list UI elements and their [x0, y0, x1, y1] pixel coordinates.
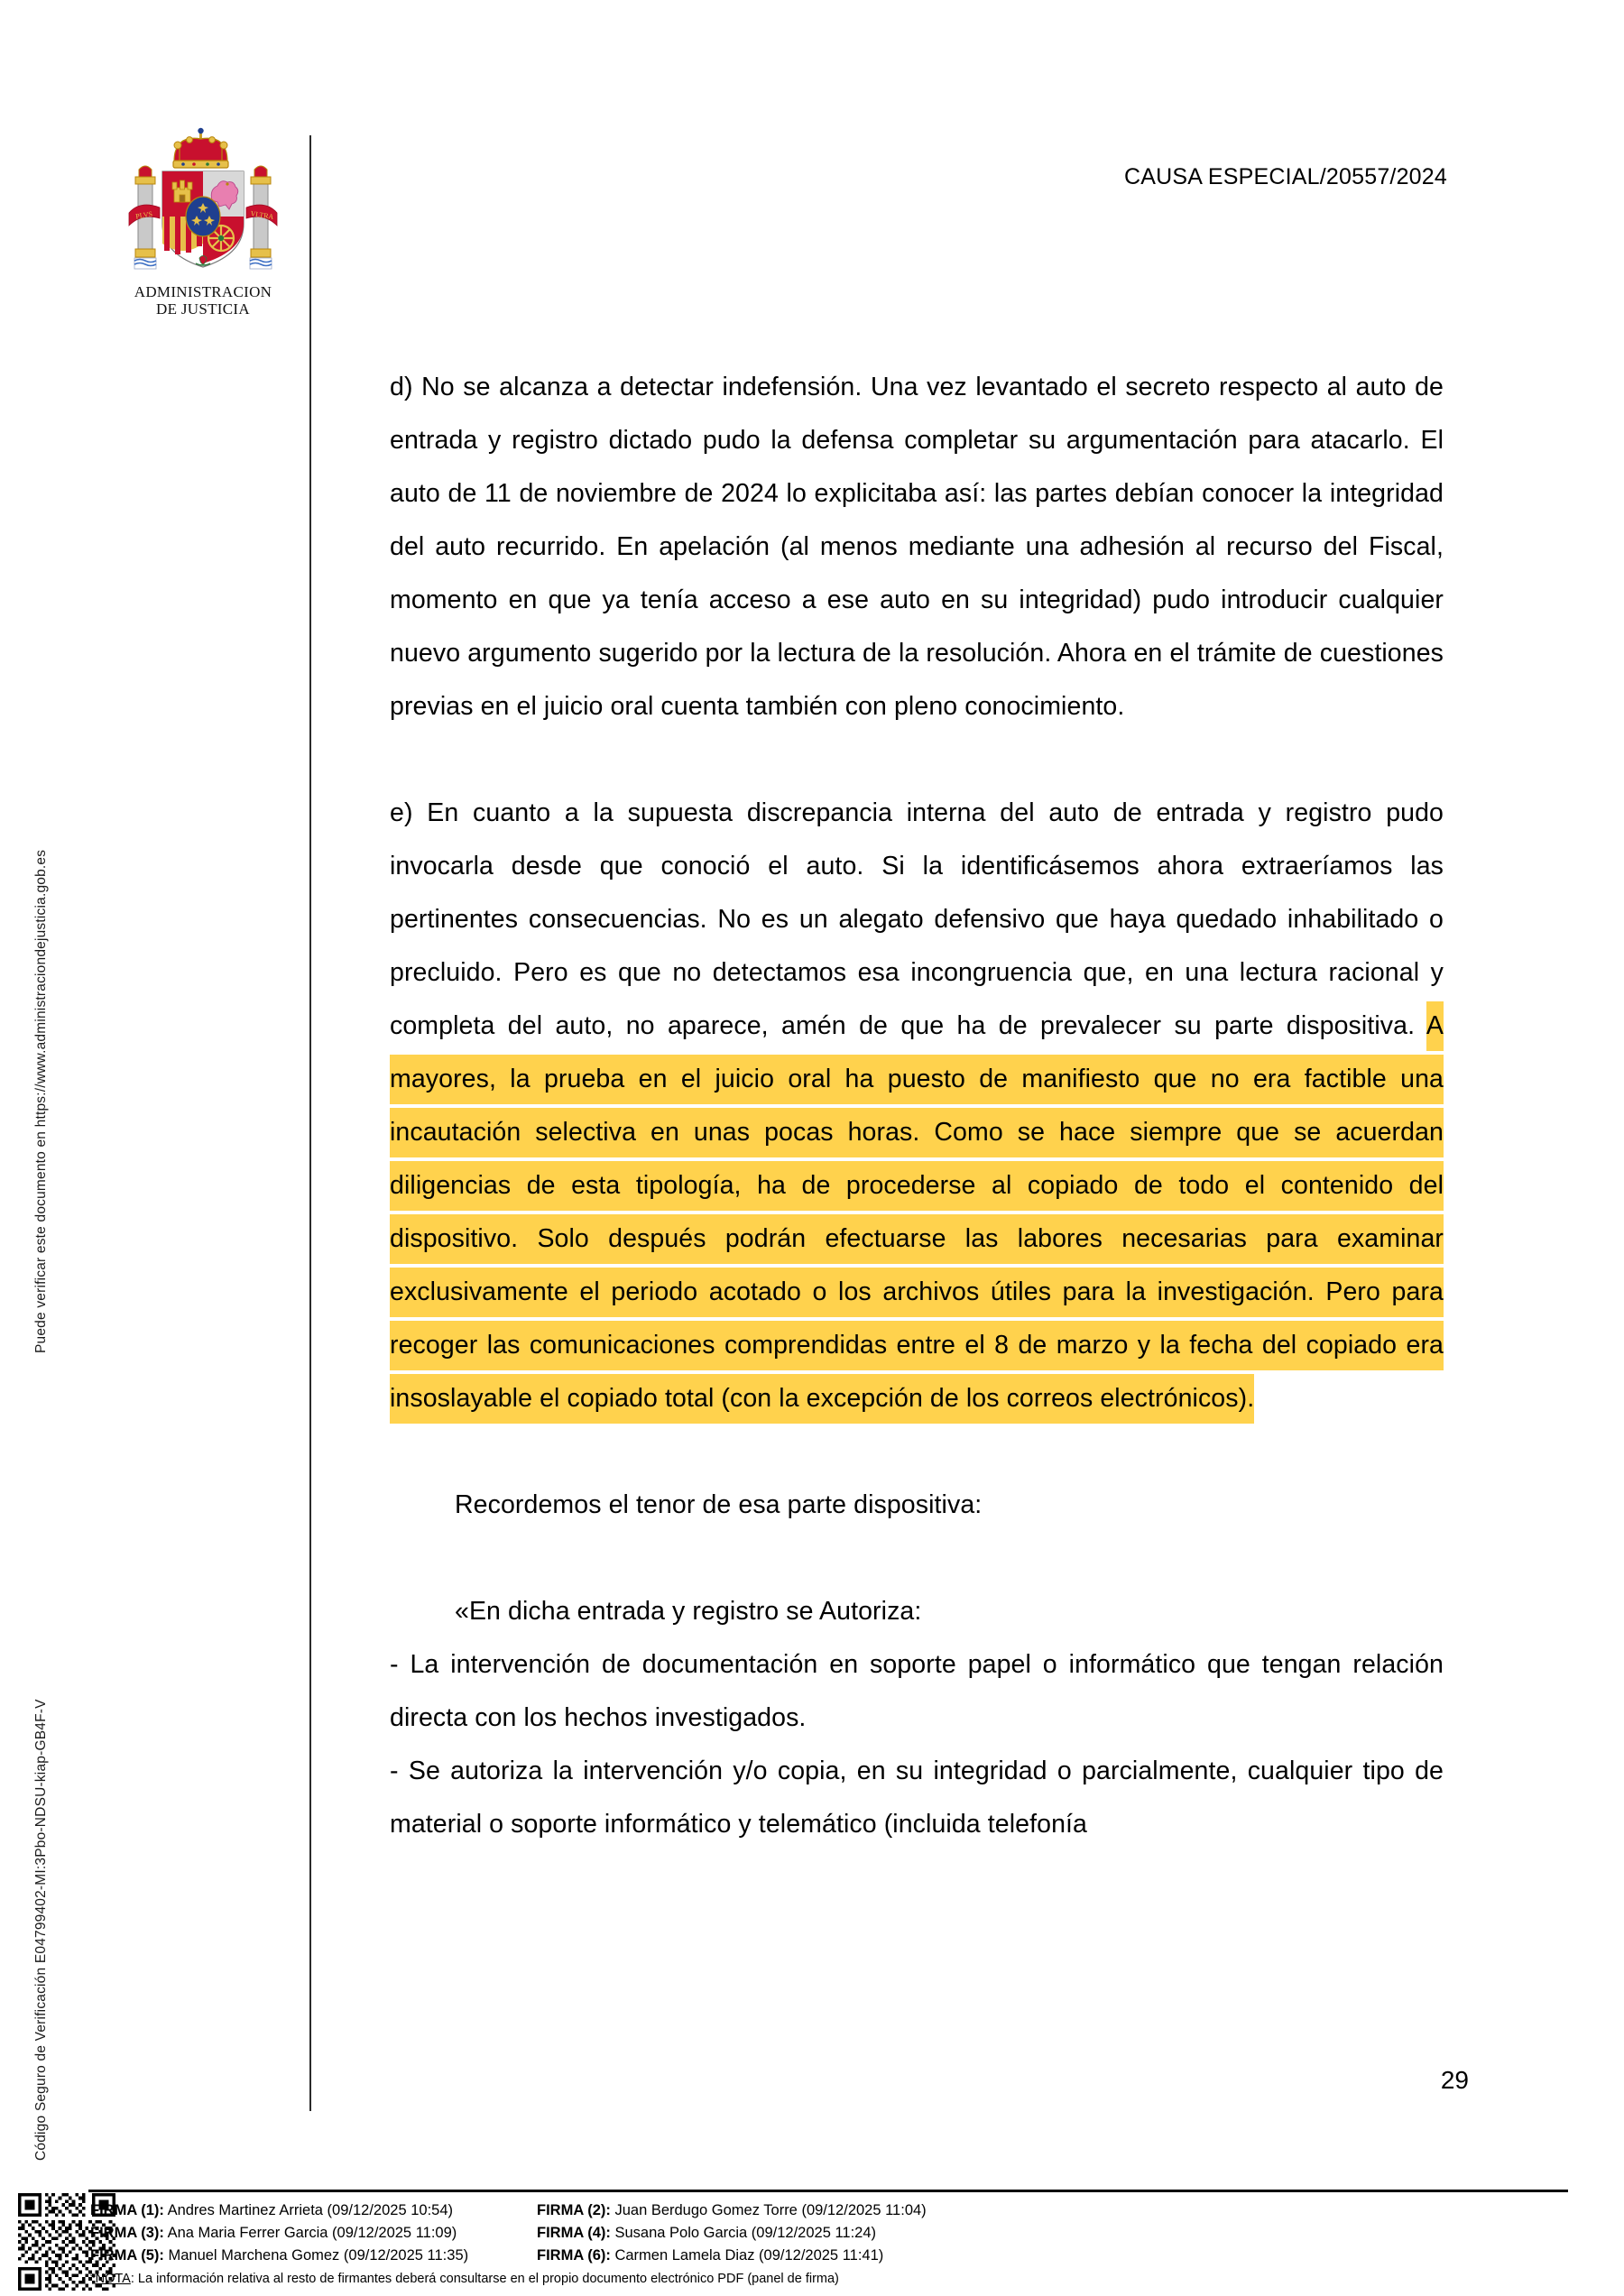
page-header-case-reference: CAUSA ESPECIAL/20557/2024: [1123, 164, 1447, 189]
signature-entry: [537, 2245, 1570, 2266]
verification-url-text: Puede verificar este documento en https://www.administraciondejusticia.gob.es: [33, 849, 49, 1353]
motto-left-text: PLVS: [134, 209, 153, 221]
signature-value: Andres Martinez Arrieta (09/12/2025 10:54): [167, 2202, 453, 2218]
signature-entry: [537, 2223, 1570, 2244]
signature-entry: [90, 2200, 537, 2221]
quote-item-1: - La intervención de documentación en soporte papel o informático que tengan relación directa con los hechos investigados.: [390, 1650, 1444, 1732]
coat-of-arms-block: [108, 126, 298, 318]
note-label: NOTA: [95, 2272, 131, 2286]
spain-coat-of-arms-icon: [122, 126, 284, 280]
note-text: : La información relativa al resto de firmantes deberá consultarse en el propio documento electrónico PDF (panel de firma): [130, 2272, 839, 2286]
signature-label: FIRMA (5):: [90, 2247, 164, 2264]
emblem-caption: [108, 283, 298, 318]
emblem-caption-line2: DE JUSTICIA: [156, 300, 250, 318]
signature-value: Ana Maria Ferrer Garcia (09/12/2025 11:09): [167, 2225, 457, 2241]
document-footer: [0, 2181, 1624, 2296]
signature-entry: [90, 2245, 537, 2266]
signature-label: FIRMA (4):: [537, 2225, 611, 2241]
paragraph-e: [390, 787, 1444, 1425]
recordemos-line: Recordemos el tenor de esa parte dispositiva:: [455, 1490, 983, 1519]
page-number: 29: [1440, 2066, 1469, 2094]
emblem-caption-line1: ADMINISTRACION: [134, 283, 272, 300]
signature-value: Juan Berdugo Gomez Torre (09/12/2025 11:04): [614, 2202, 927, 2218]
verification-code-text: Código Seguro de Verificación E04799402-MI:3Pbo-NDSU-kiap-GB4F-V: [33, 1699, 49, 2161]
quote-item-2: - Se autoriza la intervención y/o copia, en su integridad o parcialmente, cualquier tipo de material o soporte informático y telemático (incluida telefonía: [390, 1757, 1444, 1839]
note-asterisk: *: [90, 2272, 96, 2286]
signature-label: FIRMA (1):: [90, 2202, 164, 2218]
signature-value: Carmen Lamela Diaz (09/12/2025 11:41): [614, 2247, 884, 2264]
document-body: [390, 361, 1444, 1851]
paragraph-d: d) No se alcanza a detectar indefensión. Una vez levantado el secreto respecto al auto de entrada y registro dictado pudo la defensa completar su argumentación para atacarlo. El auto de 11 de noviembre de 2024 lo explicitaba así: las partes debían conocer la integridad del auto recurrido. En apelación (al menos mediante una adhesión al recurso del Fiscal, momento en que ya tenía acceso a ese auto en su integridad) pudo introducir cualquier nuevo argumento sugerido por la lectura de la resolución. Ahora en el trámite de cuestiones previas en el juicio oral cuenta también con pleno conocimiento.: [390, 373, 1444, 721]
signature-label: FIRMA (3):: [90, 2225, 164, 2241]
footer-divider-rule: [88, 2190, 1568, 2192]
highlighted-passage: A mayores, la prueba en el juicio oral ha puesto de manifiesto que no era factible una incautación selectiva en unas pocas horas. Como se hace siempre que se acuerdan diligencias de esta tipología, ha de procederse al copiado de todo el contenido del dispositivo. Solo después podrán efectuarse las labores necesarias para examinar exclusivamente el periodo acotado o los archivos útiles para la investigación. Pero para recoger las comunicaciones comprendidas entre el 8 de marzo y la fecha del copiado era insoslayable el copiado total (con la excepción de los correos electrónicos).: [390, 1001, 1444, 1424]
signature-entry: [537, 2200, 1570, 2221]
signature-label: FIRMA (2):: [537, 2202, 611, 2218]
signature-value: Susana Polo Garcia (09/12/2025 11:24): [614, 2225, 877, 2241]
quote-opening-line: «En dicha entrada y registro se Autoriza:: [455, 1597, 922, 1626]
motto-right-text: VLTRA: [249, 209, 274, 222]
left-margin-strip: [0, 0, 68, 2161]
vertical-divider-rule: [309, 135, 311, 2111]
paragraph-e-plain-text: e) En cuanto a la supuesta discrepancia interna del auto de entrada y registro pudo invocarla desde que conoció el auto. Si la identificásemos ahora extraeríamos las pertinentes consecuencias. No es un alegato defensivo que haya quedado inhabilitado o precluido. Pero es que no detectamos esa incongruencia que, en una lectura racional y completa del auto, no aparece, amén de que ha de prevalecer su parte dispositiva.: [390, 798, 1444, 1040]
signature-entry: [90, 2223, 537, 2244]
signature-label: FIRMA (6):: [537, 2247, 611, 2264]
footer-note: [90, 2271, 839, 2287]
signature-list: [90, 2200, 1570, 2266]
signature-value: Manuel Marchena Gomez (09/12/2025 11:35): [168, 2247, 469, 2264]
